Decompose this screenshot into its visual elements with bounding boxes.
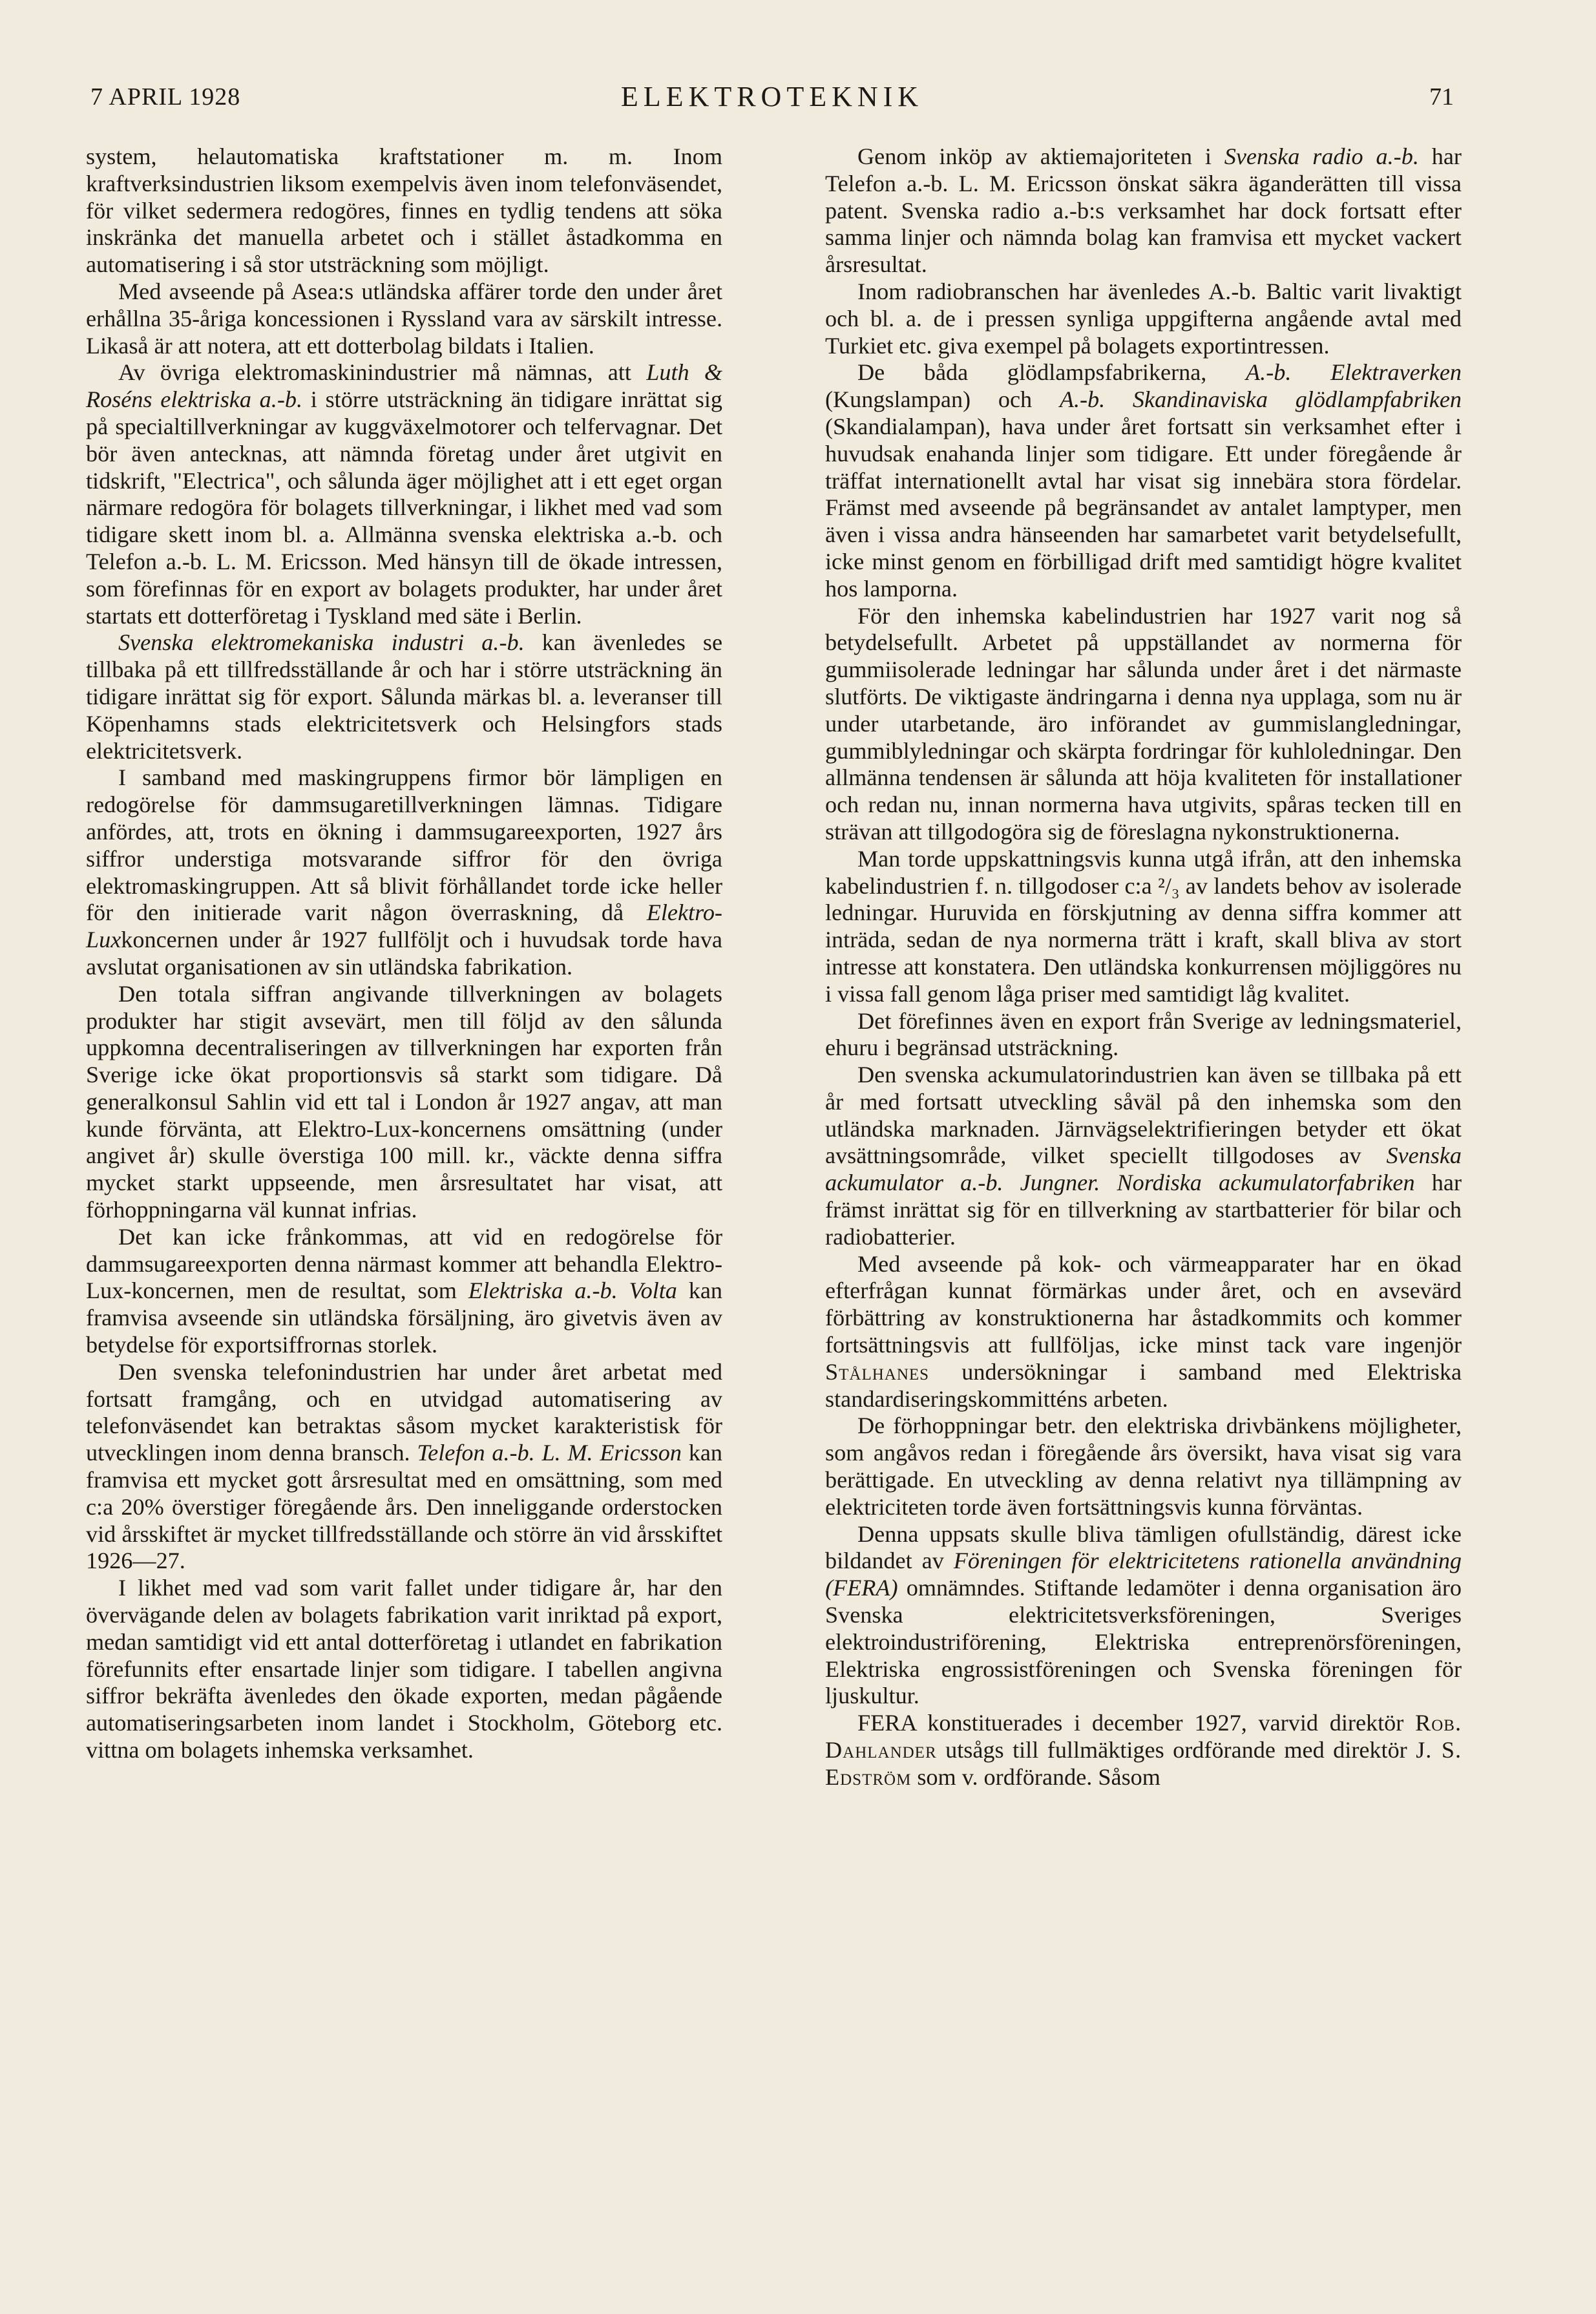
journal-title: ELEKTROTEKNIK — [620, 81, 924, 112]
company-name: A.-b. Elektraverken — [1246, 359, 1462, 386]
paragraph: I samband med maskingruppens firmor bör lämpligen en redogörelse för dammsugaretillverkningen lämnas. Tidigare anfördes, att, trots en ökning i dammsugareexporten, 1927 års siffror understiga motsvarande siffror för den övriga elektromaskingruppen. Att så blivit förhållandet torde icke heller för den initierade varit någon överraskning, då Elektro-Luxkoncernen under år 1927 fullföljt och i huvudsak torde hava avslutat organisationen av sin utländska fabrikation. — [86, 764, 722, 980]
company-name: Svenska radio a.-b. — [1224, 143, 1419, 169]
page-number: 71 — [1429, 83, 1454, 110]
paragraph: Det förefinnes även en export från Sverige av ledningsmateriel, ehuru i begränsad utsträckning. — [825, 1007, 1462, 1061]
paragraph: Den svenska telefonindustrien har under året arbetat med fortsatt framgång, och en utvidgad automatisering av telefonväsendet kan betraktas såsom mycket karakteristisk för utvecklingen inom denna bransch. Telefon a.-b. L. M. Ericsson kan framvisa ett mycket gott årsresultat med en omsättning, som med c:a 20% överstiger föregående års. Den inneliggande orderstocken vid årsskiftet är mycket tillfredsställande och större än vid årsskiftet 1926—27. — [86, 1358, 723, 1574]
company-name: Svenska elektromekaniska industri a.-b. — [118, 629, 525, 656]
company-name: Telefon a.-b. L. M. Ericsson — [417, 1440, 682, 1466]
paragraph: Den totala siffran angivande tillverkningen av bolagets produkter har stigit avsevärt, men till följd av den sålunda uppkomna decentraliseringen av tillverkningen har exporten från Sverige icke ökat proportionsvis så starkt som tidigare. Då generalkonsul Sahlin vid ett tal i London år 1927 angav, att man kunde förvänta, att Elektro-Lux-koncernens omsättning (under angivet år) skulle överstiga 100 mill. kr., väckte denna siffra mycket starkt uppseende, men årsresultatet har visat, att förhoppningarna väl kunnat infrias. — [86, 980, 722, 1223]
page-header — [90, 83, 1454, 121]
person-name: Stålhanes — [825, 1358, 930, 1385]
paragraph: system, helautomatiska kraftstationer m. m. Inom kraftverksindustrien liksom exempelvis även inom telefonväsendet, för vilket sedermera redogöres, finnes en tydlig tendens att söka inskränka det manuella arbetet och i stället åstadkomma en automatisering i så stor utsträckning som möjligt. — [86, 143, 722, 278]
paragraph: De förhoppningar betr. den elektriska drivbänkens möjligheter, som angåvos redan i föregående års översikt, hava visat sig vara berättigade. En utveckling av denna relativt nya tillämpning av elektriciteten torde även fortsättningsvis kunna förväntas. — [825, 1413, 1462, 1520]
person-name: Rob. Dahlander — [825, 1710, 1462, 1763]
paragraph: Av övriga elektromaskinindustrier må nämnas, att Luth & Roséns elektriska a.-b. i större utsträckning än tidigare inrättat sig på specialtillverkningar av kuggväxelmotorer och telfervagnar. Det bör även antecknas, att nämnda företag under året utgivit en tidskrift, "Electrica", och sålunda äger möjlighet att i ett eget organ närmare redogöra för bolagets tillverkningar, i likhet med vad som tidigare skett inom bl. a. Allmänna svenska elektriska a.-b. och Telefon a.-b. L. M. Ericsson. Med hänsyn till de ökade intressen, som förefinnas för en export av bolagets produkter, har under året startats ett dotterföretag i Tyskland med säte i Berlin. — [86, 359, 723, 629]
issue-date: 7 APRIL 1928 — [90, 83, 241, 110]
paragraph: Man torde uppskattningsvis kunna utgå ifrån, att den inhemska kabelindustrien f. n. tillgodoser c:a ²/₃ av landets behov av isolerade ledningar. Huruvida en förskjutning av denna siffra kommer att inträda, sedan de nya normerna trätt i kraft, skall bliva av stort intresse att konstatera. Den utländska konkurrensen möjliggöres nu i vissa fall genom låga priser med samtidigt låg kvalitet. — [825, 845, 1462, 1007]
paragraph: Genom inköp av aktiemajoriteten i Svenska radio a.-b. har Telefon a.-b. L. M. Ericsson önskat säkra äganderätten till vissa patent. Svenska radio a.-b:s verksamhet har dock fortsatt efter samma linjer och nämnda bolag kan framvisa ett mycket vackert årsresultat. — [825, 143, 1462, 278]
person-name: J. S. Edström — [825, 1737, 1462, 1790]
company-name: A.-b. Skandinaviska glödlampfabriken — [1059, 386, 1462, 413]
left-column — [86, 143, 722, 1764]
paragraph: För den inhemska kabelindustrien har 1927 varit nog så betydelsefullt. Arbetet på uppställandet av normerna för gummiisolerade ledningar har sålunda under året i det närmaste slutförts. De viktigaste ändringarna i denna nya upplaga, som nu är under utarbetande, äro införandet av gummislangledningar, gummiblyledningar och skärpta fordringar för kuhloledningar. Den allmänna tendensen är sålunda att höja kvaliteten för installationer och redan nu, innan normerna hava utgivits, spåras tecken till en strävan att tillgodogöra sig de föreslagna nykonstruktionerna. — [825, 602, 1462, 845]
company-name: Nordiska ackumulatorfabriken — [1117, 1170, 1415, 1196]
organisation-name: Föreningen för elektricitetens rationella användning (FERA) — [825, 1548, 1462, 1601]
paragraph: Inom radiobranschen har ävenledes A.-b. Baltic varit livaktigt och bl. a. de i pressen synliga uppgifterna angående avtal med Turkiet etc. giva exempel på bolagets exportintressen. — [825, 278, 1462, 359]
paragraph: Svenska elektromekaniska industri a.-b. kan ävenledes se tillbaka på ett tillfredsställande år och har i större utsträckning än tidigare inrättat sig för export. Sålunda märkas bl. a. leveranser till Köpenhamns stads elektricitetsverk och Helsingfors stads elektricitetsverk. — [86, 629, 723, 764]
company-name: Svenska ackumulator a.-b. Jungner. — [825, 1142, 1462, 1196]
paragraph: I likhet med vad som varit fallet under tidigare år, har den övervägande delen av bolagets fabrikation varit inriktad på export, medan samtidigt vid ett antal dotterföretag i utlandet en fabrikation förefunnits efter ensartade linjer som tidigare. I tabellen angivna siffror bekräfta ävenledes den ökade exporten, medan pågående automatiseringsarbeten inom landet i Stockholm, Göteborg etc. vittna om bolagets inhemska verksamhet. — [86, 1575, 722, 1763]
company-name: Elektro-Lux — [86, 899, 722, 953]
paragraph: Det kan icke frånkommas, att vid en redogörelse för dammsugareexporten denna närmast kommer att behandla Elektro-Lux-koncernen, men de resultat, som Elektriska a.-b. Volta kan framvisa avseende sin utländska försäljning, äro givetvis även av betydelse för exportsiffrornas storlek. — [86, 1223, 722, 1358]
right-column — [825, 143, 1462, 1791]
paragraph: De båda glödlampsfabrikerna, A.-b. Elektraverken (Kungslampan) och A.-b. Skandinaviska glödlampfabriken (Skandialampan), hava under året fortsatt sin verksamhet efter i huvudsak enahanda linjer som tidigare. Ett under föregående år träffat internationellt avtal har visat sig innebära stora fördelar. Främst med avseende på begränsandet av antalet lamptyper, men även i vissa andra hänseenden har samarbetet varit betydelsefullt, icke minst genom en förbilligad drift med samtidigt högre kvalitet hos lamporna. — [825, 359, 1462, 602]
company-name: Elektriska a.-b. Volta — [468, 1278, 677, 1304]
paragraph: Denna uppsats skulle bliva tämligen ofullständig, därest icke bildandet av Föreningen för elektricitetens rationella användning (FERA) omnämndes. Stiftande ledamöter i denna organisation äro Svenska elektricitetsverksföreningen, Sveriges elektroindustriförening, Elektriska entreprenörsföreningen, Elektriska engrossistföreningen och Svenska föreningen för ljuskultur. — [825, 1520, 1462, 1709]
paragraph: Med avseende på Asea:s utländska affärer torde den under året erhållna 35-åriga koncessionen i Ryssland vara av särskilt intresse. Likaså är att notera, att ett dotterbolag bildats i Italien. — [86, 278, 722, 359]
paragraph: Med avseende på kok- och värmeapparater har en ökad efterfrågan kunnat förmärkas under året, och en avsevärd förbättring av konstruktionerna har åstadkommits och kommer fortsättningsvis att fullföljas, icke minst tack vare ingenjör Stålhanes undersökningar i samband med Elektriska standardiseringskommitténs arbeten. — [825, 1250, 1462, 1412]
company-name: Luth & Roséns elektriska a.-b. — [86, 359, 723, 413]
paragraph: FERA konstituerades i december 1927, varvid direktör Rob. Dahlander utsågs till fullmäktiges ordförande med direktör J. S. Edström som v. ordförande. Såsom — [825, 1710, 1462, 1790]
paragraph: Den svenska ackumulatorindustrien kan även se tillbaka på ett år med fortsatt utveckling såväl på den inhemska som den utländska marknaden. Järnvägselektrifieringen betyder ett ökat avsättningsområde, vilket speciellt tillgodoses av Svenska ackumulator a.-b. Jungner. Nordiska ackumulatorfabriken har främst inrättat sig för en tillverkning av startbatterier för bilar och radiobatterier. — [825, 1062, 1462, 1250]
